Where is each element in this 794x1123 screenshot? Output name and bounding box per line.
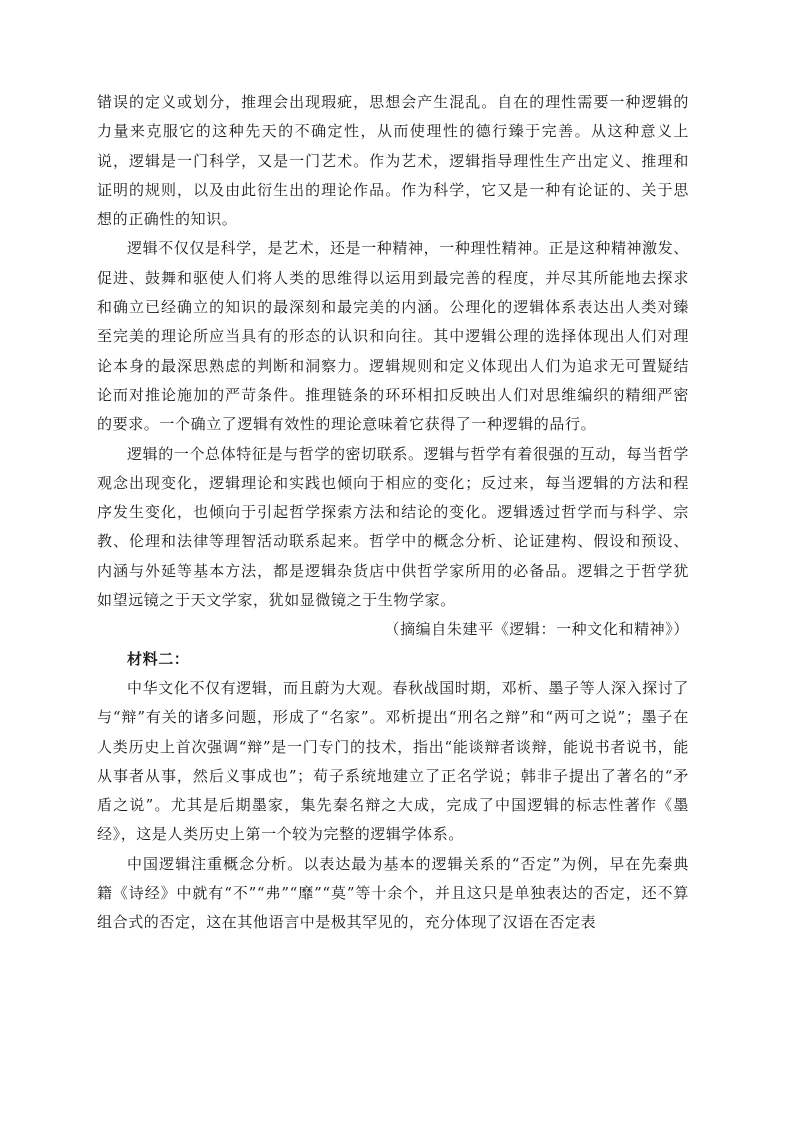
paragraph-logic-science-art: 错误的定义或划分，推理会出现瑕疵，思想会产生混乱。自在的理性需要一种逻辑的力量来克服它的这种先天的不确定性，从而使理性的德行臻于完善。从这种意义上说，逻辑是一门科学，又是一门艺术。作为艺术，逻辑指导理性生产出定义、推理和证明的规则，以及由此衍生出的理论作品。作为科学，它又是一种有论证的、关于思想的正确性的知识。 bbox=[97, 93, 689, 229]
paragraph-chinese-logic: 中华文化不仅有逻辑，而且蔚为大观。春秋战国时期，邓析、墨子等人深入探讨了与“辩”有关的诸多问题，形成了“名家”。邓析提出“刑名之辩”和“两可之说”；墨子在人类历史上首次强调“辩”是一门专门的技术，指出“能谈辩者谈辩，能说书者说书，能从事者从事，然后义事成也”；荀子系统地建立了正名学说；韩非子提出了著名的“矛盾之说”。尤其是后期墨家，集先秦名辩之大成，完成了中国逻辑的标志性著作《墨经》，这是人类历史上第一个较为完整的逻辑学体系。 bbox=[97, 678, 689, 844]
paragraph-negation: 中国逻辑注重概念分析。以表达最为基本的逻辑关系的“否定”为例，早在先秦典籍《诗经》中就有“不”“弗”“靡”“莫”等十余个，并且这只是单独表达的否定，还不算组合式的否定，这在其他语言中是极其罕见的，充分体现了汉语在否定表 bbox=[97, 854, 689, 932]
paragraph-logic-spirit: 逻辑不仅仅是科学，是艺术，还是一种精神，一种理性精神。正是这种精神激发、促进、鼓舞和驱使人们将人类的思维得以运用到最完善的程度，并尽其所能地去探求和确立已经确立的知识的最深刻和最完美的内涵。公理化的逻辑体系表达出人类对臻至完美的理论所应当具有的形态的认识和向往。其中逻辑公理的选择体现出人们对理论本身的最深思熟虑的判断和洞察力。逻辑规则和定义体现出人们为追求无可置疑结论而对推论施加的严苛条件。推理链条的环环相扣反映出人们对思维编织的精细严密的要求。一个确立了逻辑有效性的理论意味着它获得了一种逻辑的品行。 bbox=[97, 239, 689, 434]
section-heading-material-two: 材料二： bbox=[127, 649, 190, 668]
paragraph-logic-philosophy: 逻辑的一个总体特征是与哲学的密切联系。逻辑与哲学有着很强的互动，每当哲学观念出现变化，逻辑理论和实践也倾向于相应的变化；反过来，每当逻辑的方法和程序发生变化，也倾向于引起哲学探索方法和结论的变化。逻辑透过哲学而与科学、宗教、伦理和法律等理智活动联系起来。哲学中的概念分析、论证建构、假设和预设、内涵与外延等基本方法，都是逻辑杂货店中供哲学家所用的必备品。逻辑之于哲学犹如望远镜之于天文学家，犹如显微镜之于生物学家。 bbox=[97, 444, 689, 610]
source-citation: （摘编自朱建平《逻辑：一种文化和精神》） bbox=[384, 620, 689, 639]
document-page bbox=[97, 88, 689, 938]
